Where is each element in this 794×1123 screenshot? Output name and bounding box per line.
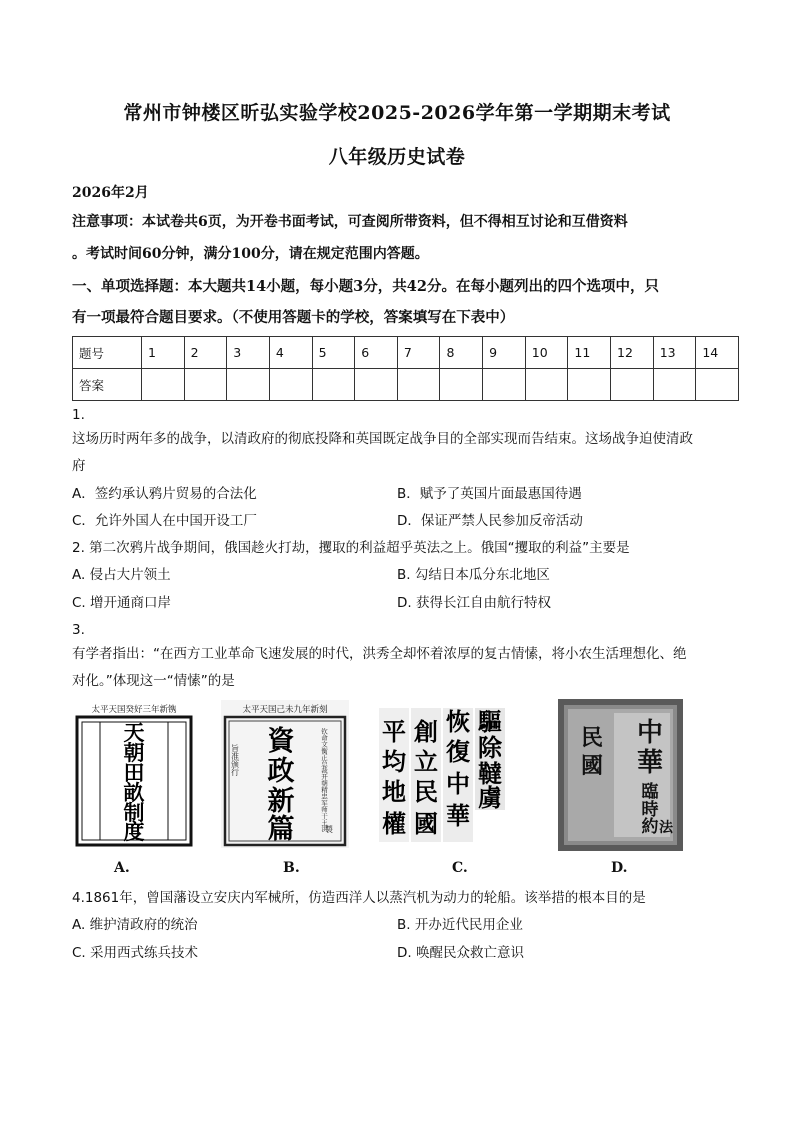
imgC-col2-char-3: 中: [446, 769, 470, 798]
notice-line-2: 。考试时间60分钟，满分100分，请在规定范围内答题。: [72, 246, 429, 262]
q4-option-a[interactable]: A. 维护清政府的统治: [72, 917, 198, 933]
answer-cell-14[interactable]: [696, 369, 739, 401]
imgC-col1-char-2: 除: [478, 733, 502, 762]
imgC-col2-char-1: 恢: [446, 707, 470, 736]
imgC-col2-char-2: 復: [446, 737, 470, 766]
option-c-image[interactable]: [376, 700, 512, 848]
option-c-label: C.: [452, 860, 468, 876]
notice-line-1: 注意事项：本试卷共6页，为开卷书面考试，可查阅所带资料，但不得相互讨论和互借资料: [72, 214, 628, 230]
imgA-char-5: 制: [123, 800, 145, 825]
imgC-col1-char-4: 虜: [478, 783, 502, 812]
answer-cell-1[interactable]: [142, 369, 185, 401]
table-row-answers: [73, 369, 739, 401]
imgB-side-right: 旨准颁行: [230, 744, 240, 776]
option-a-label: A.: [114, 860, 130, 876]
imgC-col3-char-3: 民: [414, 777, 438, 806]
exam-subtitle: 八年级历史试卷: [328, 146, 466, 168]
imgD-char-zhong: 中: [636, 718, 664, 748]
imgC-col3-char-1: 創: [414, 717, 438, 746]
table-cell-number: 13: [653, 337, 696, 369]
answer-cell-11[interactable]: [568, 369, 611, 401]
exam-title: 常州市钟楼区昕弘实验学校2025-2026学年第一学期期末考试: [123, 102, 671, 124]
imgC-col1-char-1: 驅: [478, 707, 502, 736]
q3-stem-line-2: 对化。”体现这一“情愫”的是: [72, 673, 235, 689]
q3-stem-line-1: 有学者指出：“在西方工业革命飞速发展的时代，洪秀全却怀着浓厚的复古情愫，将小农生活理想化、绝: [72, 646, 687, 662]
answer-cell-12[interactable]: [611, 369, 654, 401]
q3-number: 3.: [72, 622, 85, 638]
imgC-col4-char-1: 平: [382, 717, 406, 746]
imgA-char-4: 畝: [123, 780, 145, 805]
table-cell-number: 11: [568, 337, 611, 369]
imgD-char-shi: 時: [641, 800, 659, 820]
imgD-char-hua: 華: [636, 748, 664, 778]
answer-cell-3[interactable]: [227, 369, 270, 401]
imgB-side-mark: 製: [325, 825, 333, 834]
imgA-char-6: 度: [123, 819, 145, 844]
imgB-char-2: 政: [267, 756, 295, 787]
answer-cell-6[interactable]: [355, 369, 398, 401]
answer-cell-9[interactable]: [483, 369, 526, 401]
q1-stem-line-2: 府: [72, 458, 86, 474]
option-b-image[interactable]: [221, 700, 349, 848]
imgC-col4-char-2: 均: [382, 747, 406, 776]
answer-cell-5[interactable]: [312, 369, 355, 401]
table-cell-number: 2: [184, 337, 227, 369]
imgC-col3-char-4: 國: [414, 809, 438, 838]
imgD-char-fa: 法: [659, 820, 673, 836]
q2-option-a[interactable]: A. 侵占大片领土: [72, 567, 171, 583]
imgA-top-text: 太平天国癸好三年新镌: [91, 705, 177, 715]
q2-option-d[interactable]: D. 获得长江自由航行特权: [397, 595, 551, 611]
q1-option-d[interactable]: D．保证严禁人民参加反帝活动: [397, 513, 583, 529]
section-heading-line-1: 一、单项选择题：本大题共14小题，每小题3分，共42分。在每小题列出的四个选项中，只: [72, 278, 659, 295]
answer-cell-2[interactable]: [184, 369, 227, 401]
answer-cell-8[interactable]: [440, 369, 483, 401]
imgB-top-text: 太平天国己未九年新刻: [242, 705, 328, 715]
answer-cell-10[interactable]: [525, 369, 568, 401]
q1-option-b[interactable]: B．赋予了英国片面最惠国待遇: [397, 486, 582, 502]
answer-cell-13[interactable]: [653, 369, 696, 401]
imgD-char-min: 民: [580, 725, 604, 751]
answer-cell-4[interactable]: [269, 369, 312, 401]
table-cell-number: 10: [525, 337, 568, 369]
answer-table: [72, 336, 739, 401]
table-cell-number: 5: [312, 337, 355, 369]
q2-option-c[interactable]: C. 增开通商口岸: [72, 595, 172, 611]
table-cell-number: 1: [142, 337, 185, 369]
imgB-char-3: 新: [267, 786, 295, 817]
imgC-col4-char-4: 權: [382, 809, 406, 838]
q4-option-d[interactable]: D. 唤醒民众救亡意识: [397, 945, 524, 961]
option-b-label: B.: [283, 860, 300, 876]
section-heading-line-2: 有一项最符合题目要求。（不使用答题卡的学校，答案填写在下表中）: [72, 309, 515, 326]
q1-number: 1.: [72, 407, 85, 423]
table-cell-number: 3: [227, 337, 270, 369]
table-head-answer: 答案: [73, 369, 142, 401]
q4-option-b[interactable]: B. 开办近代民用企业: [397, 917, 523, 933]
q1-option-c[interactable]: C．允许外国人在中国开设工厂: [72, 513, 257, 529]
q2-option-b[interactable]: B. 勾结日本瓜分东北地区: [397, 567, 550, 583]
q1-option-a[interactable]: A．签约承认鸦片贸易的合法化: [72, 486, 257, 502]
table-row-numbers: [73, 337, 739, 369]
table-cell-number: 8: [440, 337, 483, 369]
table-cell-number: 9: [483, 337, 526, 369]
imgD-char-guo: 國: [580, 753, 604, 779]
table-cell-number: 4: [269, 337, 312, 369]
imgC-col3-char-2: 立: [414, 747, 438, 776]
imgB-char-4: 篇: [267, 814, 295, 845]
imgB-side-left: 钦命文衡正总裁开朝精忠军师干王洪: [320, 728, 328, 832]
imgD-char-yue: 約: [641, 817, 659, 837]
imgC-col1-char-3: 韃: [478, 759, 502, 788]
imgC-col2-char-4: 華: [446, 801, 470, 830]
option-d-image[interactable]: [558, 699, 683, 851]
q1-stem-line-1: 这场历时两年多的战争，以清政府的彻底投降和英国既定战争目的全部实现而告结束。这场战争迫使清政: [72, 431, 693, 447]
table-cell-number: 12: [611, 337, 654, 369]
q4-stem: 4.1861年，曾国藩设立安庆内军械所，仿造西洋人以蒸汽机为动力的轮船。该举措的根本目的是: [72, 890, 646, 906]
imgA-char-2: 朝: [123, 740, 145, 765]
exam-date: 2026年2月: [72, 185, 149, 201]
table-cell-number: 6: [355, 337, 398, 369]
option-d-label: D.: [611, 860, 628, 876]
q4-option-c[interactable]: C. 采用西式练兵技术: [72, 945, 199, 961]
table-cell-number: 14: [696, 337, 739, 369]
option-a-image[interactable]: [74, 700, 194, 848]
table-head-number: 题号: [73, 337, 142, 369]
imgA-char-1: 天: [123, 720, 145, 745]
imgC-col4-char-3: 地: [382, 777, 406, 806]
table-cell-number: 7: [397, 337, 440, 369]
imgB-char-1: 資: [267, 726, 295, 757]
answer-cell-7[interactable]: [397, 369, 440, 401]
imgA-char-3: 田: [123, 760, 145, 785]
imgD-char-lin: 臨: [641, 782, 659, 802]
q2-stem: 2. 第二次鸦片战争期间，俄国趁火打劫，攫取的利益超乎英法之上。俄国“攫取的利益”主要是: [72, 540, 630, 556]
